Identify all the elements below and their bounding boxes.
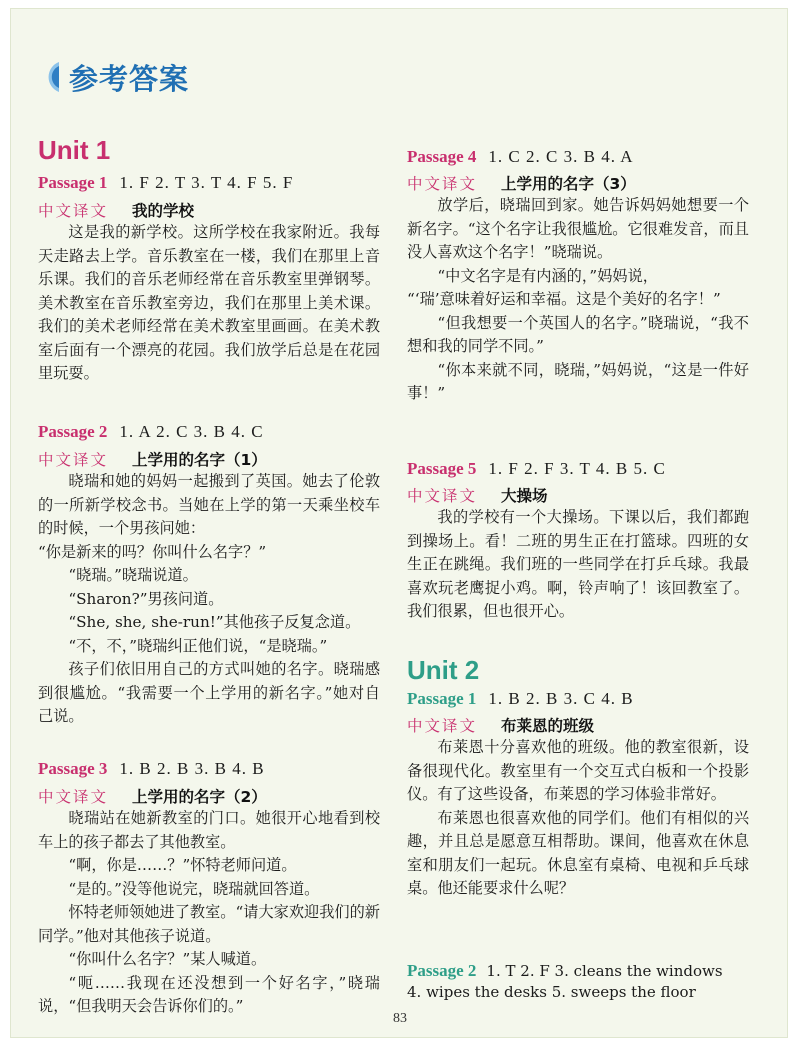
paragraph: “中文名字是有内涵的，”妈妈说，: [437, 266, 658, 285]
passage-1-answers: [38, 173, 293, 193]
passage-3-title-row: [38, 785, 267, 807]
passage-label: Passage 1: [38, 173, 108, 192]
paragraph: “不，不，”晓瑞纠正他们说，“是晓瑞。”: [68, 636, 328, 655]
answer-key: 1. C 2. C 3. B 4. A: [488, 147, 634, 166]
paragraph: 这是我的新学校。这所学校在我家附近。我每天走路去上学。音乐教室在一楼，我们在那里上音乐课。我们的音乐老师经常在音乐教室里弹钢琴。美术教室在音乐教室旁边，我们在那里上美术课。我们的美术老师经常在美术教室里画画。在美术教室后面有一个漂亮的花园。我们放学后总是在花园里玩耍。: [38, 223, 380, 382]
passage-title: 上学用的名字（2）: [132, 788, 267, 806]
paragraph: “是的。”没等他说完，晓瑞就回答道。: [68, 879, 320, 898]
paragraph: 布莱恩也很喜欢他的同学们。他们有相似的兴趣，并且总是愿意互相帮助。课间，他喜欢在休息室和朋友们一起玩。休息室有桌椅、电视和乒乓球桌。他还能要求什么呢？: [407, 808, 749, 897]
answer-key: 1. F 2. F 3. T 4. B 5. C: [488, 459, 666, 478]
passage-4-answers: [407, 147, 634, 167]
paragraph: “Sharon?”男孩问道。: [68, 589, 224, 608]
passage-title: 上学用的名字（3）: [501, 175, 636, 193]
passage-2-title-row: [38, 448, 267, 470]
paragraph: “你是新来的吗？你叫什么名字？”: [38, 542, 267, 561]
translation-tag: 中文译文: [38, 451, 109, 469]
page-number: 83: [393, 1011, 407, 1026]
passage-title: 布莱恩的班级: [501, 717, 595, 735]
paragraph: 孩子们依旧用自己的方式叫她的名字。晓瑞感到很尴尬。“我需要一个上学用的新名字。”她对自己说。: [38, 660, 380, 725]
answer-key: 1. A 2. C 3. B 4. C: [119, 422, 264, 441]
passage-4-title-row: [407, 172, 636, 194]
paragraph: “She, she, she-run!”其他孩子反复念道。: [68, 613, 361, 631]
unit-2-passage-1-answers: [407, 689, 634, 709]
passage-2-answers: [38, 422, 264, 442]
paragraph: “你本来就不同，晓瑞，”妈妈说，“这是一件好事！”: [407, 360, 749, 402]
paragraph: “晓瑞。”晓瑞说道。: [68, 566, 198, 584]
page-title: 参考答案: [69, 61, 190, 96]
paragraph: 放学后，晓瑞回到家。她告诉妈妈她想要一个新名字。“这个名字让我很尴尬。它很难发音，而且没人喜欢这个名字！”晓瑞说。: [407, 196, 749, 261]
passage-4-translation: [407, 194, 749, 406]
unit-2-heading: Unit 2: [407, 655, 480, 685]
paragraph: 晓瑞和她的妈妈一起搬到了英国。她去了伦敦的一所新学校念书。当她在上学的第一天乘坐校车的时候，一个男孩问她：: [38, 472, 380, 537]
passage-2-translation: [38, 470, 380, 729]
passage-title: 我的学校: [132, 202, 195, 220]
passage-1-translation: [38, 221, 380, 386]
passage-5-answers: [407, 459, 666, 479]
unit-2-passage-2-answers: [407, 961, 723, 981]
paragraph: 晓瑞站在她新教室的门口。她很开心地看到校车上的孩子都去了其他教室。: [38, 809, 380, 851]
passage-label: Passage 5: [407, 459, 477, 478]
answer-key: 1. T 2. F 3. cleans the windows: [486, 962, 723, 980]
passage-5-translation: [407, 506, 749, 624]
paragraph: 我的学校有一个大操场。下课以后，我们都跑到操场上。看！二班的男生正在打篮球。四班的女生正在跳绳。我们班的一些同学在打乒乓球。我最喜欢玩老鹰捉小鸡。啊，铃声响了！该回教室了。我们很累，但也很开心。: [407, 508, 749, 620]
paragraph: 布莱恩十分喜欢他的班级。他的教室很新，设备很现代化。教室里有一个交互式白板和一个投影仪。有了这些设备，布莱恩的学习体验非常好。: [407, 738, 749, 803]
unit-2-passage-2-answers-cont: 4. wipes the desks 5. sweeps the floor: [407, 983, 696, 1001]
translation-tag: 中文译文: [407, 175, 478, 193]
unit-2-passage-1-title-row: [407, 714, 594, 736]
passage-label: Passage 2: [38, 422, 108, 441]
passage-5-title-row: [407, 484, 548, 506]
passage-label: Passage 4: [407, 147, 477, 166]
header-bar-icon: [33, 60, 61, 94]
paragraph: 怀特老师领她进了教室。“请大家欢迎我们的新同学。”他对其他孩子说道。: [38, 903, 380, 945]
paragraph: “但我想要一个英国人的名字。”晓瑞说，“我不想和我的同学不同。”: [407, 313, 749, 355]
passage-title: 大操场: [501, 487, 548, 505]
page-header: [33, 57, 189, 97]
answer-key: 1. B 2. B 3. B 4. B: [119, 759, 265, 778]
passage-label: Passage 3: [38, 759, 108, 778]
passage-label: Passage 2: [407, 961, 477, 980]
passage-3-answers: [38, 759, 265, 779]
passage-1-title-row: [38, 199, 194, 221]
passage-3-translation: [38, 807, 380, 1019]
paragraph: “你叫什么名字？”某人喊道。: [68, 950, 267, 968]
passage-label: Passage 1: [407, 689, 477, 708]
paragraph: “‘瑞’意味着好运和幸福。这是个美好的名字！”: [407, 290, 721, 308]
translation-tag: 中文译文: [407, 487, 478, 505]
translation-tag: 中文译文: [407, 717, 478, 735]
unit-2-passage-1-translation: [407, 736, 749, 901]
translation-tag: 中文译文: [38, 788, 109, 806]
passage-title: 上学用的名字（1）: [132, 451, 267, 469]
translation-tag: 中文译文: [38, 202, 109, 220]
answer-key: 1. B 2. B 3. C 4. B: [488, 689, 634, 708]
unit-1-heading: Unit 1: [38, 135, 111, 165]
paragraph: “啊，你是……？”怀特老师问道。: [68, 856, 297, 874]
answer-key: 1. F 2. T 3. T 4. F 5. F: [119, 173, 294, 192]
answer-page: [10, 8, 788, 1038]
paragraph: “呃……我现在还没想到一个好名字，”晓瑞说，“但我明天会告诉你们的。”: [38, 973, 380, 1015]
